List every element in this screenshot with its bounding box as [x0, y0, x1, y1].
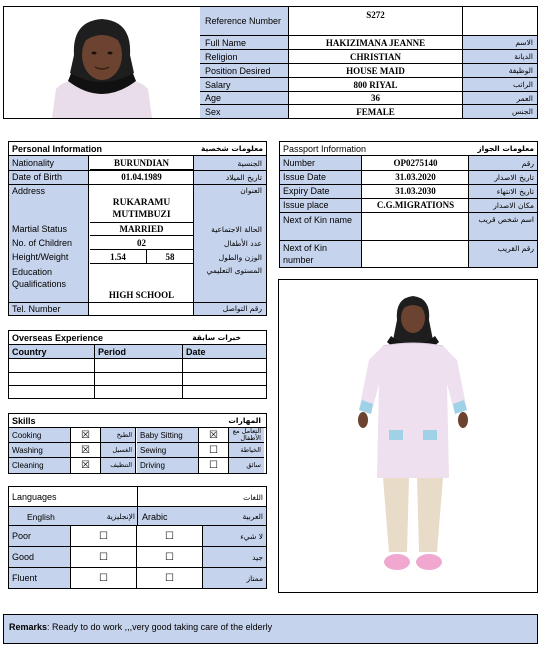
lang-level-label-text: Fluent — [12, 573, 38, 583]
passport-info-header — [280, 142, 537, 156]
kin-number-ar-text: رقم القريب — [497, 244, 534, 253]
issue-place-ar — [469, 198, 534, 212]
full-name-value: HAKIZIMANA JEANNE — [325, 37, 426, 48]
religion-ar: الديانة — [514, 52, 533, 61]
lang-level-ar — [203, 526, 266, 547]
label-age — [200, 92, 289, 105]
dob-ar-text: تاريخ الميلاد — [225, 172, 262, 182]
value-sex — [289, 105, 463, 118]
skill-checkbox[interactable]: ☐ — [199, 458, 229, 473]
tel-ar-text: رقم التواصل — [222, 304, 262, 313]
lang-arabic-text: Arabic — [142, 511, 168, 522]
skill-label-text: Cleaning — [12, 461, 44, 470]
issue-date-ar-text: تاريخ الاصدار — [494, 172, 534, 182]
value-age — [289, 92, 463, 105]
label-full-name — [200, 36, 289, 50]
languages-columns — [9, 507, 266, 526]
passport-info-section — [279, 141, 538, 268]
address-label-text: Address — [12, 186, 46, 196]
overseas-col-period — [98, 345, 126, 359]
issue-date-ar — [469, 170, 534, 184]
lang-arabic-ar-text: العربية — [242, 512, 263, 521]
ar-religion — [463, 50, 537, 64]
remarks-box — [3, 614, 538, 644]
dob-value — [90, 170, 193, 184]
lang-english-text: English — [27, 511, 55, 522]
ar-age — [463, 92, 537, 105]
ar-sex — [463, 105, 537, 118]
languages-header — [9, 487, 266, 507]
sex-value: FEMALE — [356, 106, 395, 117]
languages-title-text: Languages — [12, 492, 57, 502]
issue-place-label-text: Issue place — [283, 200, 329, 210]
skills-title-ar: المهارات — [228, 416, 261, 425]
skill-label-text: Washing — [12, 445, 43, 455]
col-divider — [94, 345, 95, 359]
reference-value: S272 — [366, 10, 385, 20]
skill-label — [137, 443, 199, 458]
skills-title: Skills — [12, 415, 36, 426]
position-ar: الوظيفة — [508, 66, 533, 75]
label-religion — [200, 50, 289, 64]
skill-ar-text: التنظيف — [110, 461, 132, 469]
height-value-text: 1.54 — [110, 251, 126, 262]
kin-name-ar-text: اسم شخص قريب — [478, 215, 534, 224]
english-checkbox[interactable]: ☐ — [71, 526, 137, 547]
col-divider — [94, 359, 95, 398]
overseas-col-country — [12, 345, 47, 359]
address-ar-text: العنوان — [240, 186, 262, 195]
kin-name-ar — [469, 214, 534, 225]
lang-english-ar — [79, 507, 135, 526]
personal-info-title: Personal Information — [12, 143, 103, 154]
address-label — [12, 186, 45, 196]
passport-number-label-text: Number — [283, 158, 316, 168]
skill-ar-text: التعامل مع الأطفال — [232, 427, 261, 442]
label-reference-number — [200, 7, 289, 36]
skill-ar — [229, 458, 264, 473]
arabic-checkbox[interactable]: ☐ — [137, 526, 203, 547]
passport-number-ar-text: رقم — [521, 158, 534, 168]
nationality-label — [12, 156, 54, 170]
age-ar: العمر — [516, 93, 533, 103]
overseas-col-country-text: Country — [12, 347, 47, 357]
col-divider — [137, 507, 138, 526]
skills-grid — [9, 428, 266, 473]
languages-section — [8, 486, 267, 589]
passport-number-label — [283, 156, 315, 170]
education-label-text: Education Qualifications — [12, 267, 67, 289]
reference-label: Reference Number — [205, 16, 282, 26]
children-value-text: 02 — [137, 237, 146, 248]
skill-ar — [229, 428, 264, 443]
hw-label — [12, 250, 68, 264]
issue-date-value — [363, 170, 468, 184]
label-position — [200, 64, 289, 78]
passport-number-value-text: OP0275140 — [393, 158, 438, 168]
full-name-ar: الاسم — [515, 38, 533, 47]
education-ar-text: المستوى التعليمي — [206, 266, 262, 275]
height-value — [90, 250, 147, 264]
personal-info-section — [8, 141, 267, 316]
expiry-date-value-text: 31.03.2030 — [395, 186, 436, 196]
issue-place-label — [283, 198, 329, 212]
children-label-text: No. of Children — [12, 238, 73, 248]
tel-label — [12, 302, 61, 315]
skill-checkbox[interactable]: ☒ — [71, 443, 101, 458]
tel-value — [90, 302, 193, 315]
sex-label: Sex — [205, 106, 221, 117]
nationality-value-text: BURUNDIAN — [113, 157, 169, 168]
label-sex — [200, 105, 289, 118]
skill-label-text: Sewing — [140, 445, 167, 455]
passport-number-ar — [469, 156, 534, 170]
tel-ar — [194, 302, 262, 315]
dob-ar — [194, 170, 262, 184]
value-position — [289, 64, 463, 78]
skill-ar-text: سائق — [246, 461, 261, 469]
skill-checkbox[interactable]: ☐ — [199, 443, 229, 458]
value-full-name — [289, 36, 463, 50]
header-section — [3, 6, 538, 119]
ar-full-name — [463, 36, 537, 50]
overseas-row — [9, 372, 266, 373]
overseas-title-ar: خبرات سابقة — [192, 333, 241, 342]
english-checkbox[interactable]: ☐ — [71, 568, 137, 588]
kin-number-ar — [469, 244, 534, 253]
address-value — [90, 197, 193, 221]
passport-info-title: Passport Information — [283, 143, 367, 154]
overseas-col-date-text: Date — [186, 347, 206, 357]
dob-label — [12, 170, 62, 184]
row-divider — [280, 212, 537, 213]
overseas-col-date — [186, 345, 206, 359]
marital-label — [12, 222, 67, 236]
marital-ar — [194, 222, 262, 236]
nationality-ar — [194, 156, 262, 170]
weight-value-text: 58 — [165, 251, 175, 262]
skill-label-text: Baby Sitting — [140, 430, 183, 440]
lang-level-ar — [203, 547, 266, 568]
arabic-checkbox[interactable]: ☐ — [137, 547, 203, 568]
value-salary — [289, 78, 463, 92]
marital-ar-text: الحالة الاجتماعية — [211, 224, 262, 234]
skill-label — [9, 458, 71, 473]
skill-ar-text: الطبخ — [116, 430, 132, 439]
issue-place-value — [363, 198, 468, 212]
skills-header — [9, 414, 266, 428]
position-label: Position Desired — [205, 65, 271, 76]
languages-title-ar-text: اللغات — [243, 492, 263, 502]
education-value — [90, 288, 193, 302]
lang-english-ar-text: الإنجليزية — [106, 512, 135, 521]
personal-info-header — [9, 142, 266, 156]
skill-ar — [101, 443, 136, 458]
age-label: Age — [205, 93, 222, 103]
passport-info-title-ar: معلومات الجواز — [477, 144, 534, 153]
label-salary — [200, 78, 289, 92]
skill-checkbox[interactable]: ☒ — [71, 458, 101, 473]
lang-english — [27, 507, 55, 526]
kin-name-label-text: Next of Kin name — [283, 215, 353, 225]
kin-number-label-text: Next of Kin number — [283, 243, 328, 265]
children-ar — [194, 236, 262, 250]
skill-ar — [101, 458, 136, 473]
marital-value — [90, 222, 193, 236]
headshot-image — [4, 7, 200, 118]
header-blank-cell — [463, 7, 537, 36]
position-value: HOUSE MAID — [346, 65, 405, 76]
english-checkbox[interactable]: ☐ — [71, 547, 137, 568]
religion-label: Religion — [205, 51, 238, 62]
remarks-label: Remarks — [9, 622, 48, 632]
tel-label-text: Tel. Number — [12, 303, 61, 314]
skills-section — [8, 413, 267, 474]
overseas-col-period-text: Period — [98, 347, 127, 357]
lang-level-ar-text: ممتاز — [246, 573, 263, 583]
value-religion — [289, 50, 463, 64]
row-divider — [9, 184, 266, 185]
lang-arabic — [142, 507, 168, 526]
children-ar-text: عدد الأطفال — [224, 238, 262, 248]
lang-level-ar-text: لا شيء — [240, 531, 263, 541]
col-divider — [182, 359, 183, 398]
age-value: 36 — [371, 93, 380, 103]
lang-level-label-text: Poor — [12, 531, 32, 541]
lang-level-label — [9, 526, 71, 547]
expiry-date-label-text: Expiry Date — [283, 186, 330, 196]
kin-name-label — [283, 214, 359, 226]
skill-label — [9, 428, 71, 443]
education-label — [12, 266, 86, 290]
weight-value — [147, 250, 193, 264]
lang-level-ar — [203, 568, 266, 588]
lang-level-label-text: Good — [12, 552, 35, 562]
nationality-value — [90, 156, 193, 170]
issue-place-value-text: C.G.MIGRATIONS — [376, 200, 455, 210]
expiry-date-ar-text: تاريخ الانتهاء — [496, 186, 534, 196]
address-ar — [194, 186, 262, 195]
overseas-section — [8, 330, 267, 399]
marital-label-text: Martial Status — [12, 224, 68, 234]
issue-date-label — [283, 170, 326, 184]
hw-ar-text: الوزن والطول — [218, 252, 262, 262]
header-table — [200, 7, 537, 118]
children-value — [90, 236, 193, 250]
languages-grid — [9, 526, 266, 588]
dob-value-text: 01.04.1989 — [121, 172, 162, 182]
overseas-row — [9, 385, 266, 386]
expiry-date-value — [363, 184, 468, 198]
lang-arabic-ar — [199, 507, 263, 526]
education-value-text: HIGH SCHOOL — [108, 290, 175, 300]
sex-ar: الجنس — [511, 107, 533, 116]
skill-label — [9, 443, 71, 458]
expiry-date-label — [283, 184, 330, 198]
skill-ar-text: الغسيل — [112, 445, 132, 454]
skill-ar-text: الخياطة — [240, 445, 261, 454]
skill-ar — [229, 443, 264, 458]
full-body-photo — [278, 279, 538, 593]
ar-salary — [463, 78, 537, 92]
address-line2: MUTIMBUZI — [112, 210, 171, 220]
skill-checkbox[interactable]: ☒ — [71, 428, 101, 443]
hw-label-text: Height/Weight — [12, 252, 69, 262]
education-ar — [194, 266, 262, 275]
arabic-checkbox[interactable]: ☐ — [137, 568, 203, 588]
ar-position — [463, 64, 537, 78]
dob-label-text: Date of Birth — [12, 172, 63, 182]
value-reference-number — [289, 7, 463, 36]
hw-ar — [194, 250, 262, 264]
issue-date-value-text: 31.03.2020 — [395, 172, 436, 182]
salary-ar: الراتب — [512, 80, 533, 89]
col-divider — [182, 345, 183, 359]
nationality-label-text: Nationality — [12, 158, 55, 168]
children-label — [12, 236, 72, 250]
skill-checkbox[interactable]: ☒ — [199, 428, 229, 443]
salary-label: Salary — [205, 79, 231, 90]
issue-date-label-text: Issue Date — [283, 172, 327, 182]
lang-level-ar-text: جيد — [252, 552, 263, 562]
salary-value: 800 RIYAL — [353, 79, 398, 90]
expiry-date-ar — [469, 184, 534, 198]
skill-label — [137, 428, 199, 443]
kin-number-label — [283, 242, 359, 266]
skill-label — [137, 458, 199, 473]
languages-title-ar — [139, 487, 263, 507]
passport-number-value — [363, 156, 468, 170]
remarks-text: : Ready to do work ,,,very good taking care of the elderly — [47, 622, 273, 632]
marital-value-text: MARRIED — [119, 224, 164, 234]
nationality-ar-text: الجنسية — [237, 158, 262, 168]
skill-label-text: Driving — [140, 461, 165, 470]
address-line1: RUKARAMU — [112, 198, 171, 208]
row-divider — [280, 240, 537, 241]
skill-ar — [101, 428, 136, 443]
religion-value: CHRISTIAN — [349, 51, 401, 62]
overseas-columns-header — [9, 345, 266, 359]
languages-title — [12, 487, 57, 507]
lang-level-label — [9, 547, 71, 568]
overseas-header — [9, 331, 266, 345]
full-body-image — [279, 280, 537, 592]
personal-info-title-ar: معلومات شخصية — [200, 144, 263, 153]
col-divider — [137, 487, 138, 507]
full-name-label: Full Name — [205, 37, 247, 48]
skill-label-text: Cooking — [12, 430, 42, 440]
portrait-headshot — [4, 7, 200, 118]
issue-place-ar-text: مكان الاصدار — [493, 200, 534, 210]
overseas-title: Overseas Experience — [12, 332, 104, 343]
lang-level-label — [9, 568, 71, 588]
